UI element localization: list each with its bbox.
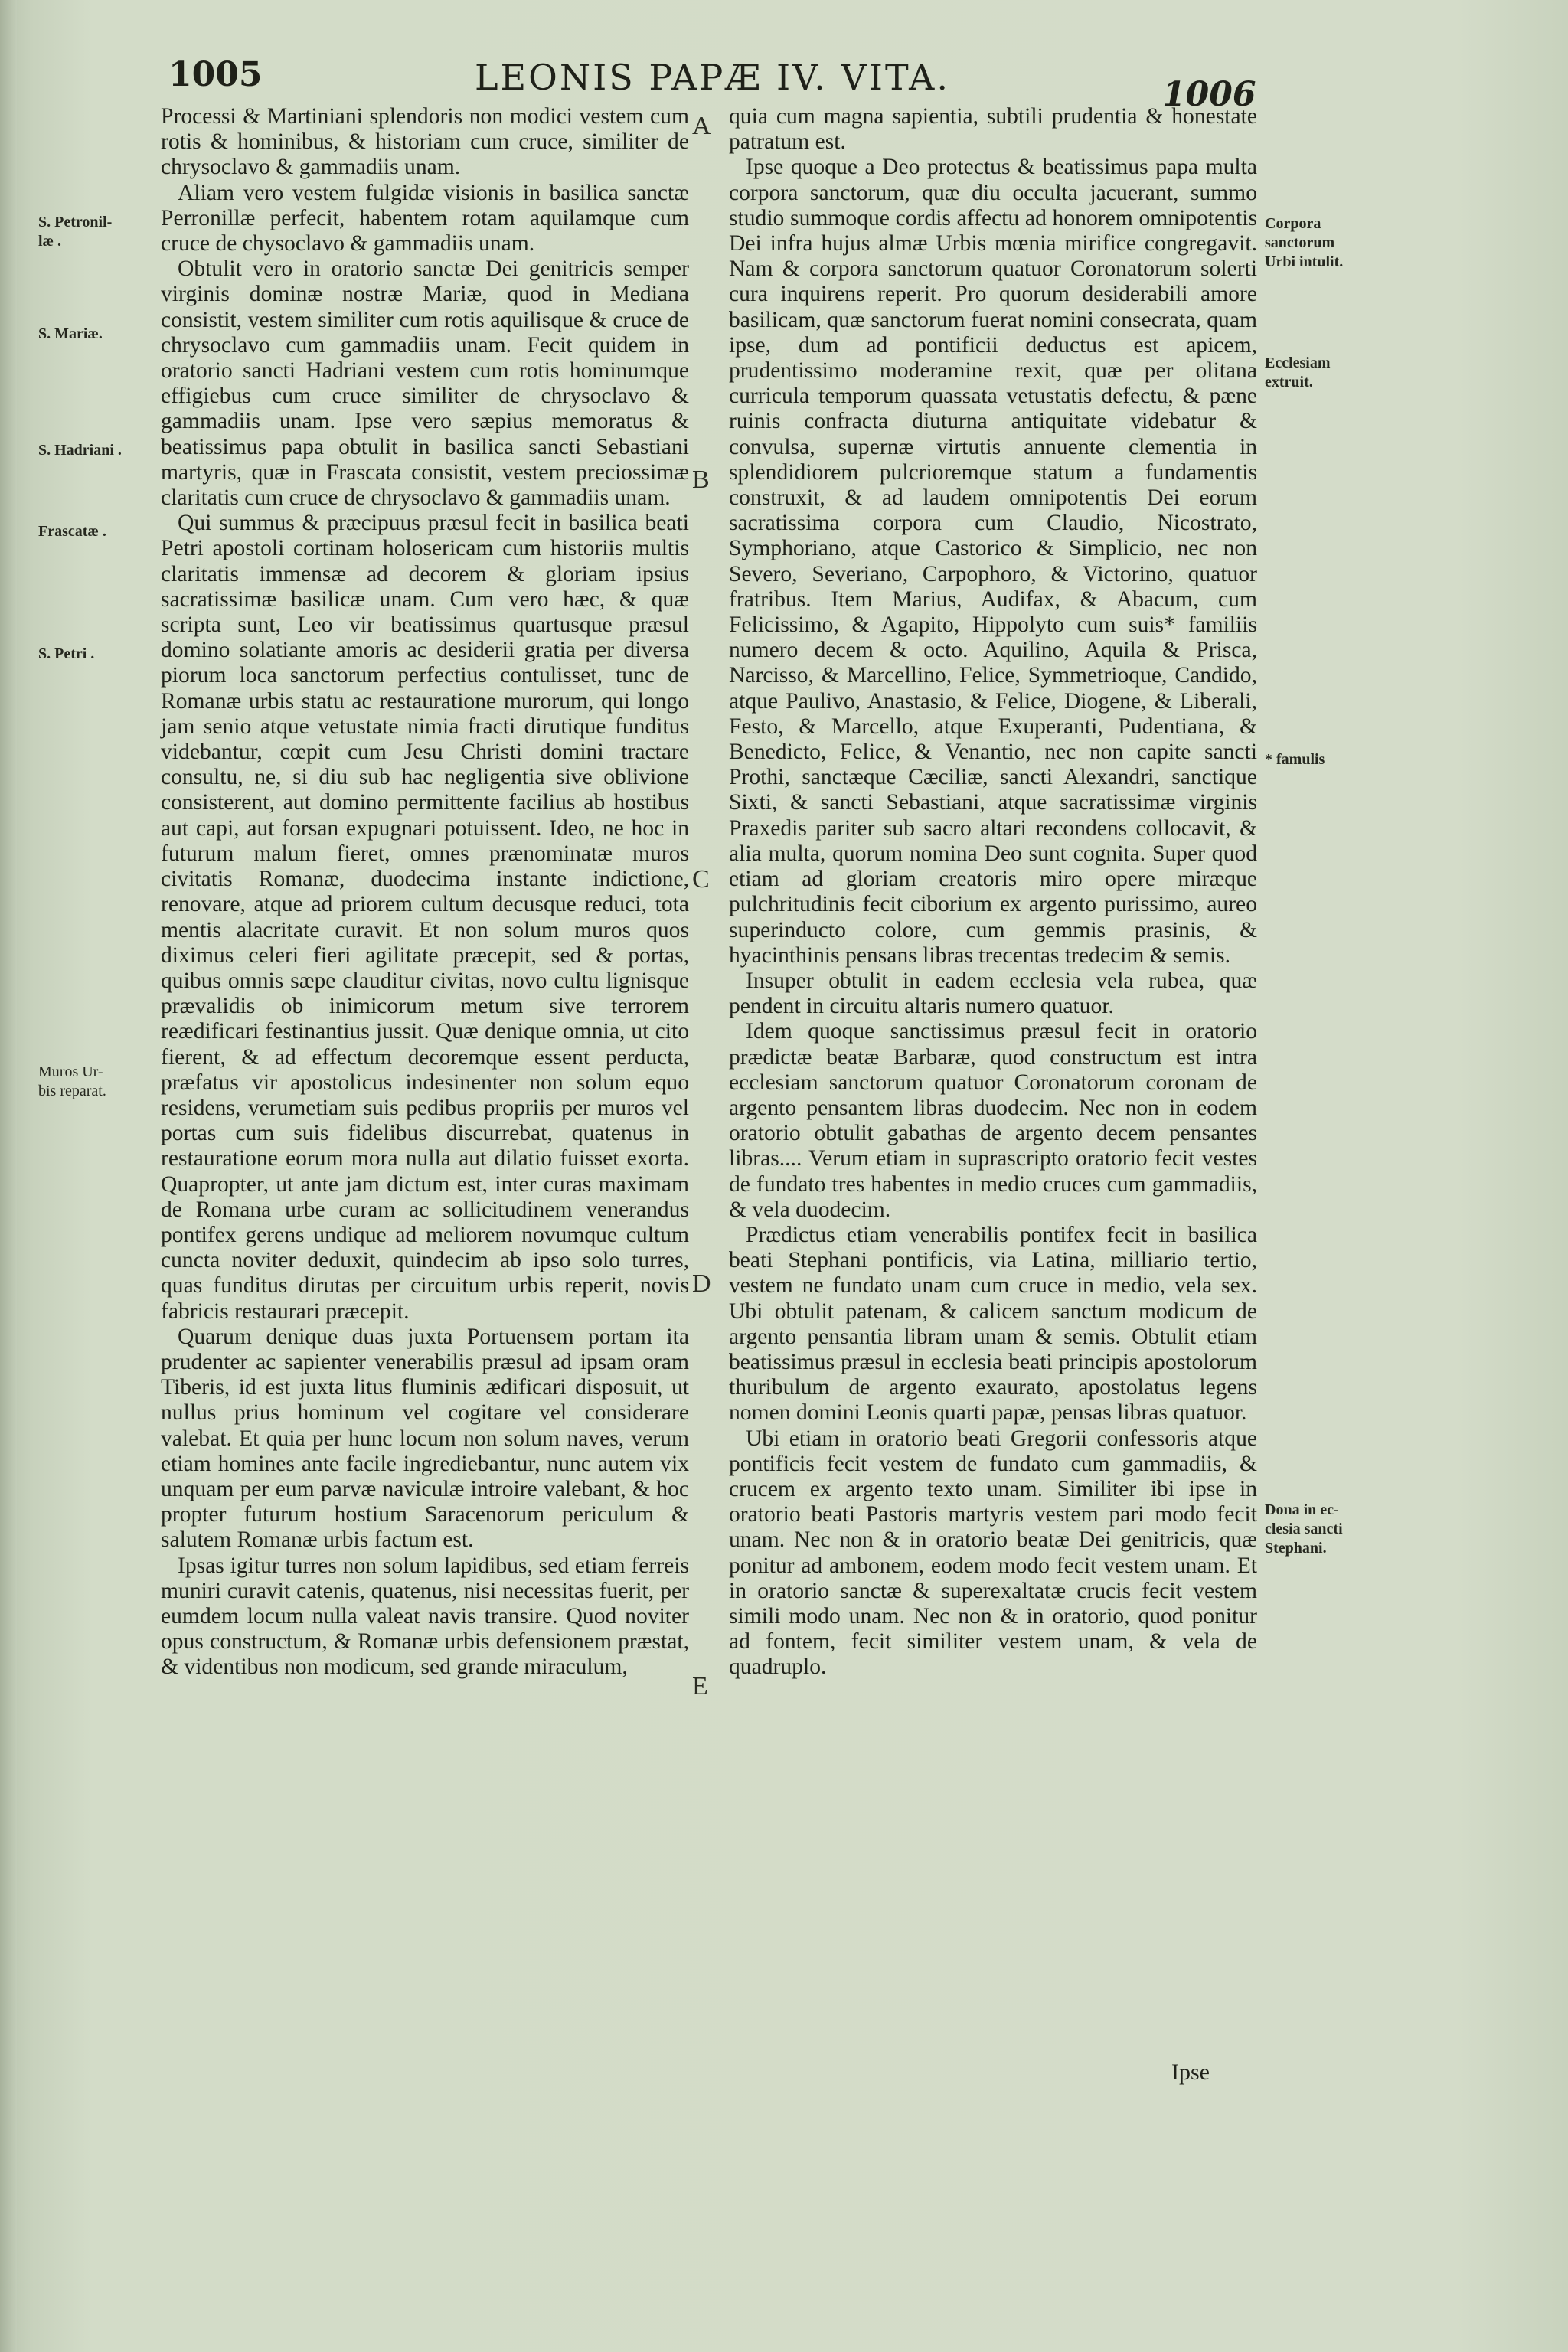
paragraph: Ipsas igitur turres non solum lapidibus, sed etiam ferreis muniri curavit catenis, quatenus, nisi necessitas fuerit, per eumdem locum nulla valeat navis transire. Quod noviter opus constructum, & Romanæ urbis defensionem præstat, & videntibus non modicum, sed grande miraculum, bbox=[161, 1553, 689, 1680]
paragraph: Insuper obtulit in eadem ecclesia vela rubea, quæ pendent in circuitu altaris numero quatuor. bbox=[729, 968, 1257, 1019]
margin-note-dona: Dona in ec- clesia sancti Stephani. bbox=[1265, 1501, 1343, 1557]
catchword: Ipse bbox=[1171, 2060, 1210, 2085]
paragraph: Ubi etiam in oratorio beati Gregorii confessoris atque pontificis fecit vestem de fundato cum gammadiis, & crucem ex argento texto unam. Similiter ibi ipse in oratorio beati Pastoris martyris vestem pari modo fecit unam. Nec non & in oratorio beatæ Dei genitricis, quæ ponitur ad ambonem, eodem modo fecit vestem unam. Et in oratorio sanctæ & superexaltatæ crucis fecit vestem simili modo unam. Nec non & in oratorio, quod ponitur ad fontem, fecit similiter vestem unam, & vela de quadruplo. bbox=[729, 1426, 1257, 1680]
section-letter-e: E bbox=[692, 1672, 708, 1700]
margin-note-muros: Muros Ur- bis reparat. bbox=[38, 1063, 106, 1099]
margin-note-petri: S. Petri . bbox=[38, 645, 95, 662]
page-number-right: 1006 bbox=[1162, 75, 1256, 114]
paragraph: Prædictus etiam venerabilis pontifex fecit in basilica beati Stephani pontificis, via Latina, milliario tertio, vestem ne fundato unam cum cruce in medio, vela sex. Ubi obtulit patenam, & calicem sanctum modicum de argento pensantia libram unam & semis. Obtulit etiam beatissimus præsul in ecclesia beati principis apostolorum thuribulum de argento exaurato, apostolatus legens nomen domini Leonis quarti papæ, pensas libras quatuor. bbox=[729, 1222, 1257, 1426]
margin-note-corpora: Corpora sanctorum Urbi intulit. bbox=[1265, 215, 1344, 270]
running-title: LEONIS PAPÆ IV. VITA. bbox=[475, 57, 950, 98]
margin-note-ecclesiam: Ecclesiam extruit. bbox=[1265, 354, 1331, 390]
paragraph: Ipse quoque a Deo protectus & beatissimus papa multa corpora sanctorum, quæ diu occulta jacuerant, summo studio summoque cordis affectu ad honorem omnipotentis Dei infra hujus almæ Urbis mœnia mirifice congregavit. Nam & corpora sanctorum quatuor Coronatorum solerti cura inquirens reperit. Pro quorum desiderabili amore basilicam, quæ sanctorum fuerat nomini consecrata, quam ipse, dum ad pontificii deductus est apicem, prudentissimo moderamine rexit, quæ per olitana curricula temporum quassata vetustatis defectu, & pæne ruinis confracta diuturna antiquitate videbatur & convulsa, supernæ virtutis annuente clementia in splendidiorem pulcrioremque statum a fundamentis construxit, & ad laudem omnipotentis Dei eorum sacratissima corpora cum Claudio, Nicostrato, Symphoriano, atque Castorico & Simplicio, nec non Severo, Severiano, Carpophoro, & Victorino, quatuor fratribus. Item Marius, Audifax, & Abacum, cum Felicissimo, & Agapito, Hippolyto cum suis* familiis numero decem & octo. Aquilino, Aquila & Prisca, Narcisso, & Marcellino, Felice, Symmetrioque, Candido, atque Paulivo, Anastasio, & Felice, Diogene, & Liberali, Festo, & Marcello, atque Exuperanti, Pudentiana, & Benedicto, Felice, & Venantio, nec non capite sancti Prothi, sanctæque Cæciliæ, sancti Alexandri, sanctique Sixti, & sancti Sebastiani, atque sacratissimæ virginis Praxedis pariter sub sacro altari recondens collocavit, & alia multa, quorum nomina Deo sunt cognita. Super quod etiam ad gloriam creatoris miro opere miræque pulchritudinis fecit ciborium ex argento purissimo, aureo superinducto colore, cum gemmis prasinis, & hyacinthinis pensans libras trecentas tredecim & semis. bbox=[729, 155, 1257, 968]
section-letter-b: B bbox=[692, 466, 710, 494]
margin-note-petronilla: S. Petronil- læ . bbox=[38, 214, 113, 250]
paragraph: Quarum denique duas juxta Portuensem portam ita prudenter ac sapienter venerabilis præsul ad ipsam oram Tiberis, id est juxta litus fluminis ædificari disposuit, ut nullus prius hominum vel cogitare vel considerare valebat. Et quia per hunc locum non solum naves, verum etiam homines ante facile ingrediebantur, nunc autem vix unquam per eum parvæ naviculæ introire valebant, & hoc propter futurum hostium Saracenorum periculum & salutem Romanæ urbis factum est. bbox=[161, 1324, 689, 1553]
paragraph: Idem quoque sanctissimus præsul fecit in oratorio prædictæ beatæ Barbaræ, quod constructum est intra ecclesiam sanctorum quatuor Coronatorum coronam de argento pensantem libras duodecim. Nec non in eodem oratorio obtulit gabathas de argento decem pensantes libras.... Verum etiam in suprascripto oratorio fecit vestes de fundato tres habentes in medio cruces cum gammadiis, & vela duodecim. bbox=[729, 1019, 1257, 1222]
paragraph: quia cum magna sapientia, subtili prudentia & honestate patratum est. bbox=[729, 104, 1257, 155]
margin-note-hadriani: S. Hadriani . bbox=[38, 442, 122, 459]
margin-note-frascatae: Frascatæ . bbox=[38, 523, 106, 540]
binding-gutter bbox=[0, 0, 17, 2352]
page-number-left: 1005 bbox=[168, 55, 263, 94]
left-text-column bbox=[161, 104, 689, 1681]
paragraph: Processi & Martiniani splendoris non modici vestem cum rotis & hominibus, & historiam cum cruce, similiter de chrysoclavo & gammadiis unam. bbox=[161, 104, 689, 180]
paragraph: Aliam vero vestem fulgidæ visionis in basilica sanctæ Perronillæ perfecit, habentem rotam aquilamque cum cruce de chysoclavo & gammadiis unam. bbox=[161, 180, 689, 256]
paragraph: Obtulit vero in oratorio sanctæ Dei genitricis semper virginis dominæ nostræ Mariæ, quod in Mediana consistit, vestem similiter cum rotis aquilisque & cruce de chrysoclavo cum gammadiis unam. Fecit quidem in oratorio sancti Hadriani vestem cum rotis hominumque effigiebus cum cruce similiter de chrysoclavo & gammadiis unam. Ipse vero sæpius memoratus & beatissimus papa obtulit in basilica sancti Sebastiani martyris, quæ in Frascata consistit, vestem preciossimæ claritatis cum cruce de chrysoclavo & gammadiis unam. bbox=[161, 256, 689, 511]
section-letter-a: A bbox=[692, 112, 711, 140]
margin-note-mariae: S. Mariæ. bbox=[38, 325, 103, 342]
section-letter-d: D bbox=[692, 1269, 711, 1298]
page-header bbox=[0, 55, 1568, 114]
paragraph: Qui summus & præcipuus præsul fecit in basilica beati Petri apostoli cortinam holosericam cum historiis multis claritatis immensæ ad decorem & gloriam ipsius sacratissimæ basilicæ unam. Cum vero hæc, & quæ scripta sunt, Leo vir beatissimus quartusque præsul domino solatiante amoris ac desiderii gratia per diversa piorum loca sanctorum perfectius contulisset, tunc de Romanæ urbis statu ac restauratione murorum, qui longo jam senio atque vetustate nimia fracti dirutique funditus videbantur, cœpit cum Jesu Christi domini tractare consultu, ne, si diu sub hac negligentia sive oblivione consisterent, aut domino permittente facilius ab hostibus aut capi, aut forsan expugnari potuissent. Ideo, ne hoc in futurum malum fieret, omnes prænominatæ muros civitatis Romanæ, duodecima instante indictione, renovare, atque ad priorem cultum decusque reduci, tota mentis alacritate curavit. Et non solum muros quos diximus celeri fieri agilitate præcepit, sed & portas, quibus omnis sæpe clauditur civitas, novo cultu lignisque prævalidis ob inimicorum metum sive terrorem reædificari festinantius jussit. Quæ denique omnia, ut cito fierent, & ad effectum decoremque essent perducta, præfatus vir apostolicus indesinenter non solum equo residens, verumetiam suis pedibus propriis per muros vel portas cum suis fidelibus discurrebat, quatenus in restauratione eorum mora nulla aut dilatio fuisset exorta. Quapropter, ut ante jam dictum est, inter curas maximam de Romana urbe curam ac sollicitudinem venerandus pontifex gerens undique ad meliorem novumque cultum cuncta noviter deduxit, quindecim ab ipso solo turres, quas funditus dirutas per circuitum urbis reperit, novis fabricis restaurari præcepit. bbox=[161, 511, 689, 1324]
margin-note-famulis: * famulis bbox=[1265, 751, 1325, 768]
section-letter-c: C bbox=[692, 865, 710, 893]
right-text-column bbox=[729, 104, 1257, 1681]
